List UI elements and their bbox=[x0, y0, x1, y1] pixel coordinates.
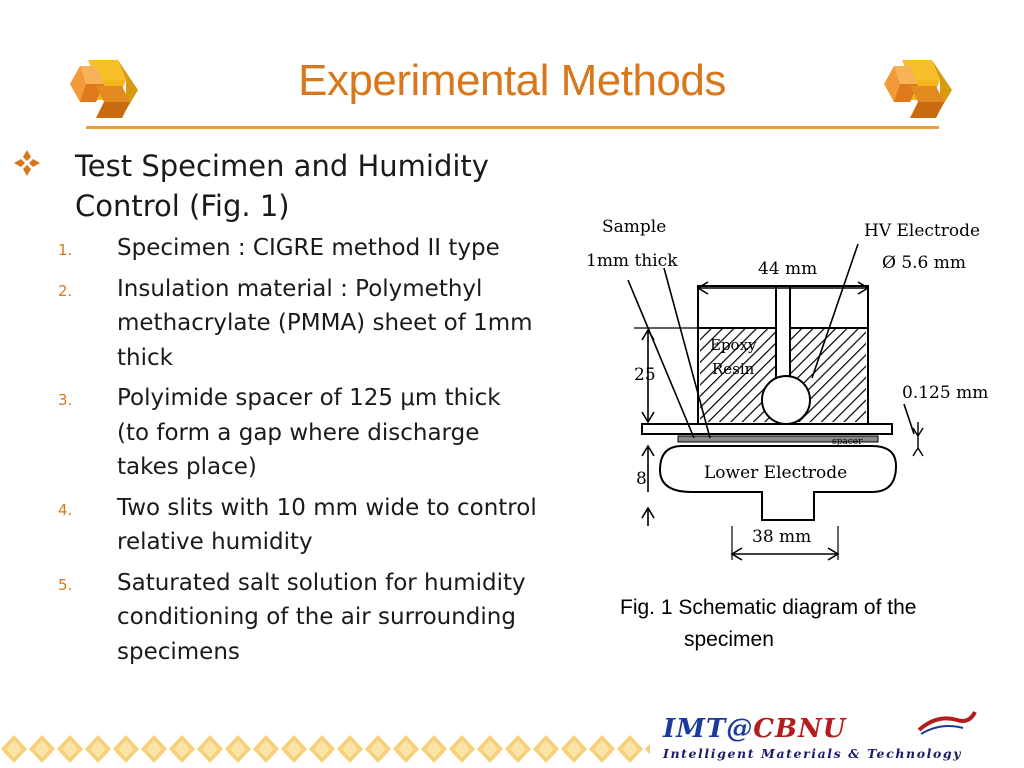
label-epoxy: Epoxy bbox=[710, 336, 757, 354]
list-item bbox=[58, 381, 538, 485]
label-lower-electrode: Lower Electrode bbox=[704, 463, 848, 483]
figure-caption bbox=[620, 592, 1015, 656]
label-dim-25: 25 bbox=[634, 365, 656, 385]
label-width-44: 44 mm bbox=[758, 259, 818, 279]
list-item-text: Insulation material : Polymethyl methacrylate (PMMA) sheet of 1mm thick bbox=[117, 275, 533, 371]
imt-cbnu-logo bbox=[655, 710, 995, 768]
logo-subtitle: Intelligent Materials & Technology bbox=[663, 746, 963, 761]
diamond-bullet-icon bbox=[12, 148, 42, 178]
list-item-text: Specimen : CIGRE method II type bbox=[117, 235, 500, 261]
label-spacer: spacer bbox=[832, 437, 863, 447]
logo-brand-right: CBNU bbox=[753, 714, 847, 744]
list-number: 5. bbox=[58, 575, 73, 594]
specimen-schematic bbox=[582, 208, 1012, 568]
list-item bbox=[58, 231, 538, 266]
decorative-diamond-band bbox=[0, 734, 650, 764]
list-item-text: Two slits with 10 mm wide to control relative humidity bbox=[117, 494, 537, 555]
title-divider bbox=[86, 126, 939, 129]
logo-swoosh-icon bbox=[917, 710, 977, 736]
hv-electrode-ball bbox=[762, 376, 810, 424]
numbered-list bbox=[58, 231, 538, 675]
list-number: 4. bbox=[58, 500, 73, 519]
label-dim-8: 8 bbox=[636, 469, 647, 489]
list-number: 2. bbox=[58, 281, 73, 300]
logo-brand-left: IMT@ bbox=[663, 714, 754, 744]
list-item bbox=[58, 491, 538, 560]
list-item-text: Polyimide spacer of 125 μm thick (to form a gap where discharge takes place) bbox=[117, 385, 501, 480]
list-item bbox=[58, 272, 538, 376]
label-hv-electrode: HV Electrode bbox=[864, 221, 981, 241]
list-item bbox=[58, 566, 538, 670]
label-width-38: 38 mm bbox=[752, 527, 812, 547]
sample-plate bbox=[642, 424, 892, 434]
list-item-text: Saturated salt solution for humidity conditioning of the air surrounding specimens bbox=[117, 569, 526, 665]
list-number: 1. bbox=[58, 241, 73, 259]
label-sample-thickness: 1mm thick bbox=[586, 251, 678, 271]
label-hv-diameter: Ø 5.6 mm bbox=[882, 253, 967, 273]
label-gap: 0.125 mm bbox=[902, 383, 989, 403]
slide-title: Experimental Methods bbox=[298, 56, 726, 105]
logo-brand bbox=[663, 714, 846, 744]
list-number: 3. bbox=[58, 391, 73, 409]
label-resin: Resin bbox=[712, 360, 755, 378]
caption-line-2: specimen bbox=[684, 628, 774, 651]
lower-electrode bbox=[660, 446, 896, 520]
caption-line-1: Fig. 1 Schematic diagram of the bbox=[620, 596, 917, 619]
hv-electrode-rod bbox=[776, 286, 790, 386]
main-bullet-text: Test Specimen and Humidity Control (Fig. 1) bbox=[75, 149, 489, 223]
label-sample: Sample bbox=[602, 217, 667, 237]
